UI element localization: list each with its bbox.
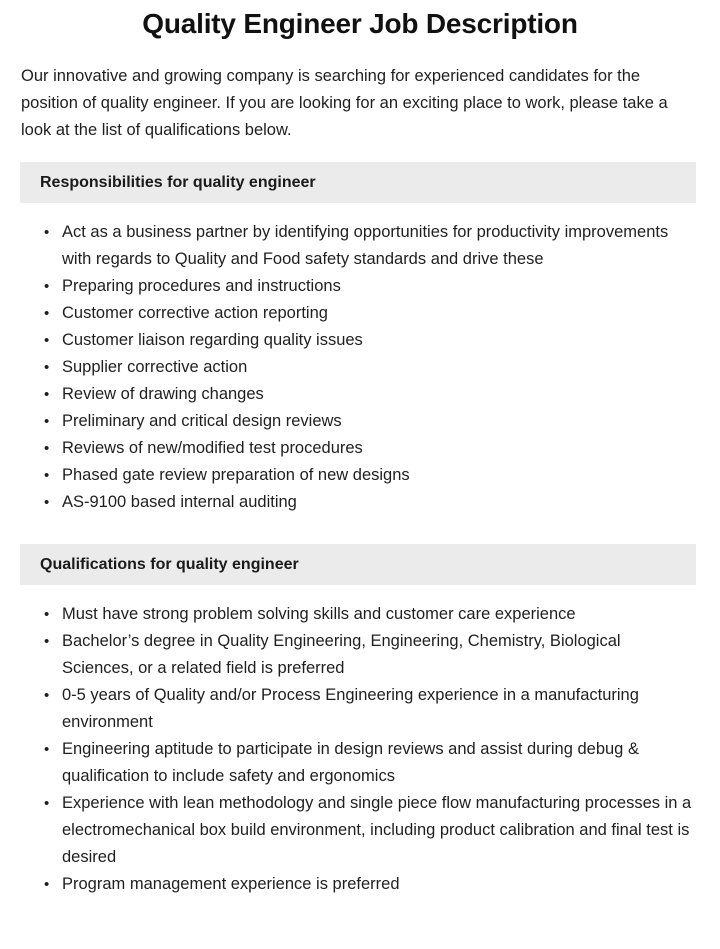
list-item: • 0-5 years of Quality and/or Process Engineering experience in a manufacturing environment: [44, 682, 696, 736]
list-item: • Must have strong problem solving skills and customer care experience: [44, 601, 696, 628]
list-item: • Customer corrective action reporting: [44, 300, 696, 327]
list-item: • Engineering aptitude to participate in design reviews and assist during debug & qualification to include safety and ergonomics: [44, 736, 696, 790]
section-header-qualifications: [20, 544, 696, 585]
list-item: • Review of drawing changes: [44, 381, 696, 408]
list-item: • Supplier corrective action: [44, 354, 696, 381]
list-item: • Bachelor’s degree in Quality Engineering, Engineering, Chemistry, Biological Sciences, or a related field is preferred: [44, 628, 696, 682]
section-qualifications: [0, 544, 720, 898]
list-item: • AS-9100 based internal auditing: [44, 489, 696, 516]
section-responsibilities: [0, 162, 720, 526]
list-item: • Customer liaison regarding quality issues: [44, 327, 696, 354]
list-item: • Experience with lean methodology and single piece flow manufacturing processes in a electromechanical box build environment, including product calibration and final test is desired: [44, 790, 696, 871]
responsibilities-list: [0, 203, 720, 516]
section-header-responsibilities: [20, 162, 696, 203]
page-title: Quality Engineer Job Description: [142, 8, 578, 39]
list-item: • Act as a business partner by identifying opportunities for productivity improvements with regards to Quality and Food safety standards and drive these: [44, 219, 696, 273]
list-item: • Phased gate review preparation of new designs: [44, 462, 696, 489]
intro-paragraph: Our innovative and growing company is searching for experienced candidates for the position of quality engineer. If you are looking for an exciting place to work, please take a look at the list of qualifications below.: [21, 67, 668, 140]
section-header-label: Responsibilities for quality engineer: [40, 173, 316, 191]
section-header-label: Qualifications for quality engineer: [40, 555, 299, 573]
section-spacer: [0, 516, 720, 526]
qualifications-list: [0, 585, 720, 898]
list-item: • Reviews of new/modified test procedures: [44, 435, 696, 462]
list-item: • Program management experience is preferred: [44, 871, 696, 898]
list-item: • Preparing procedures and instructions: [44, 273, 696, 300]
list-item: • Preliminary and critical design reviews: [44, 408, 696, 435]
